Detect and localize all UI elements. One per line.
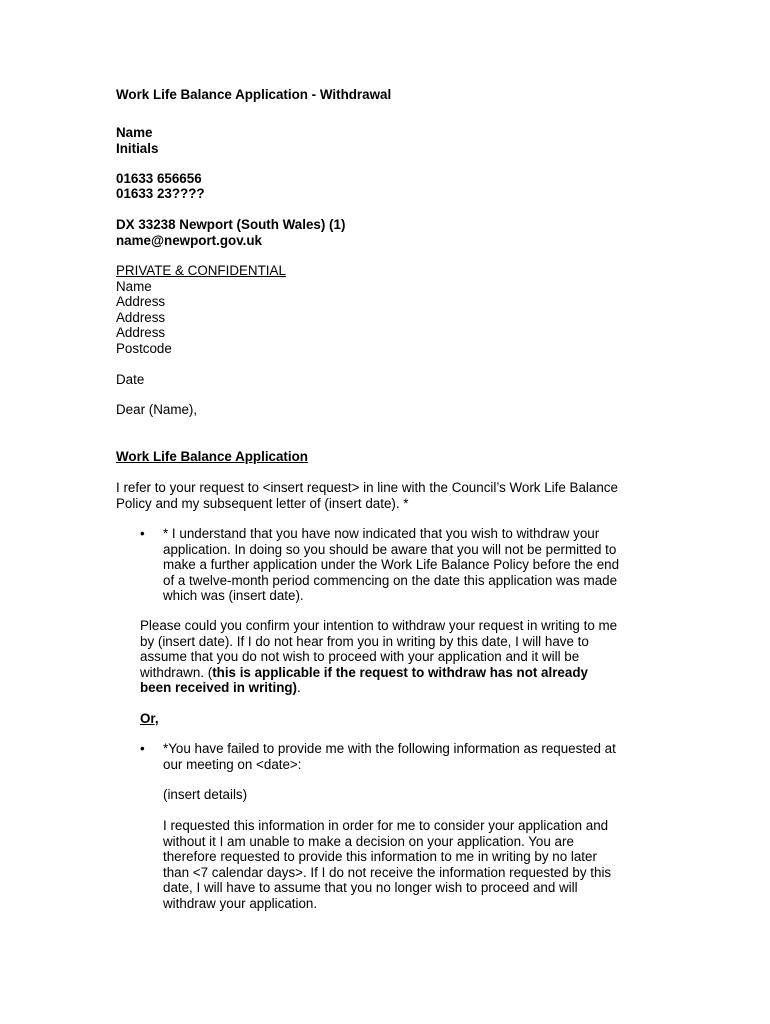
bold-note: this is applicable if the request to withdraw has not already <box>212 664 588 680</box>
information-bullet-text <box>163 741 616 772</box>
confirm-paragraph <box>140 618 617 696</box>
text-line: by (insert date). If I do not hear from you in writing by this date, I will have to <box>140 633 589 649</box>
text-line: Please could you confirm your intention to withdraw your request in writing to me <box>140 618 618 633</box>
text-line: make a further application under the Work Life Balance Policy before the end <box>163 557 620 572</box>
recipient-address-line: Address <box>116 294 166 309</box>
sender-initials: Initials <box>116 141 159 156</box>
recipient-name: Name <box>116 279 152 294</box>
phone-number-2: 01633 23???? <box>116 186 205 201</box>
text-run: . <box>297 680 301 695</box>
sender-email: name@newport.gov.uk <box>116 233 262 248</box>
bullet-marker: • <box>140 741 145 756</box>
text-line: application. In doing so you should be aware that you will not be permitted to <box>163 541 617 557</box>
dx-address: DX 33238 Newport (South Wales) (1) <box>116 217 346 232</box>
text-line: Policy and my subsequent letter of (insert date). * <box>116 495 409 511</box>
text-line <box>140 680 617 696</box>
text-line: therefore requested to provide this information to me in writing by no later <box>163 849 597 864</box>
subject-heading: Work Life Balance Application <box>116 449 308 464</box>
document-title: Work Life Balance Application - Withdrawal <box>116 87 392 102</box>
text-line <box>140 665 617 681</box>
requested-info-paragraph <box>163 818 611 911</box>
text-line: which was (insert date). <box>163 588 304 603</box>
text-line: withdraw your application. <box>163 895 318 911</box>
phone-number-1: 01633 656656 <box>116 171 202 186</box>
text-line: * I understand that you have now indicated that you wish to withdraw your <box>163 526 600 541</box>
letter-date: Date <box>116 372 145 387</box>
bold-note: been received in writing) <box>140 680 298 695</box>
text-line: date, I will have to assume that you no longer wish to proceed and will <box>163 880 578 895</box>
recipient-address-line: Address <box>116 310 166 325</box>
recipient-address-line: Address <box>116 325 166 340</box>
confidential-marking: PRIVATE & CONFIDENTIAL <box>116 263 286 278</box>
text-line: than <7 calendar days>. If I do not receive the information requested by this <box>163 864 612 880</box>
text-line: assume that you do not wish to proceed with your application and it will be <box>140 649 580 664</box>
text-line: *You have failed to provide me with the following information as requested at <box>163 741 616 756</box>
text-run: withdrawn. ( <box>140 664 213 680</box>
text-line: of a twelve-month period commencing on the date this application was made <box>163 572 618 588</box>
text-line: I requested this information in order for me to consider your application and <box>163 818 609 833</box>
sender-name: Name <box>116 125 153 140</box>
bullet-marker: • <box>140 526 145 541</box>
insert-details-placeholder: (insert details) <box>163 787 248 802</box>
recipient-postcode: Postcode <box>116 341 172 356</box>
text-line: I refer to your request to <insert request> in line with the Council’s Work Life Balance <box>116 480 618 495</box>
text-line: without it I am unable to make a decision on your application. You are <box>163 833 574 849</box>
withdrawal-bullet-text <box>163 526 619 604</box>
intro-paragraph <box>116 480 618 511</box>
text-line: our meeting on <date>: <box>163 756 302 772</box>
salutation: Dear (Name), <box>116 402 198 417</box>
or-label: Or, <box>140 711 159 726</box>
